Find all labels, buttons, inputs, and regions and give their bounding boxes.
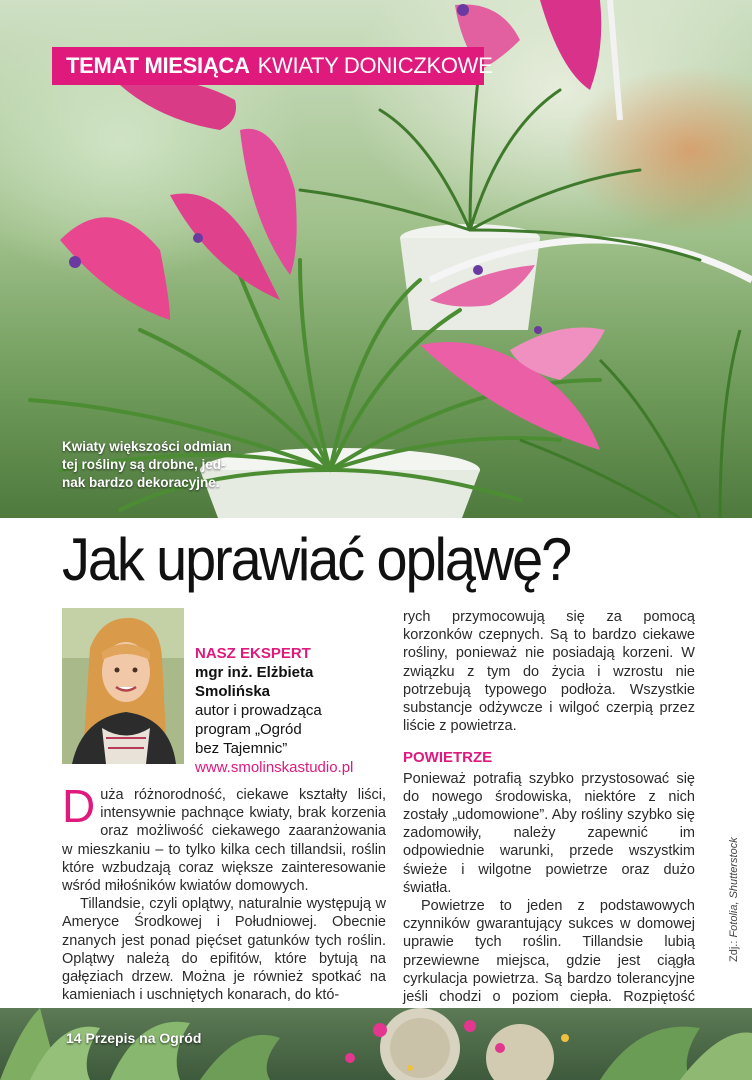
banner-topic-label: KWIATY DONICZKOWE [257,53,493,78]
photo-credit-prefix: Zdj.: [728,937,740,962]
paragraph-text: uża różnorodność, ciekawe kształty liści, intensywnie pachnące kwiaty, brak korzenia oraz możliwość ciekawego zaaranżowania w mieszkaniu – to tylko kilka cech tillandsii, roślin które wzbudzają coraz większe zainteresowanie wśród miłośników kwiatów domowych. [62,787,386,895]
article-column-left [62,780,386,1004]
hero-photo [0,0,752,518]
expert-name: Smolińska [195,683,271,700]
article-column-right [403,608,695,1061]
photo-credit-source: Fotolia, Shutterstock [728,837,740,938]
expert-website-link[interactable]: www.smolinskastudio.pl [195,759,354,776]
expert-portrait-illustration [62,608,184,764]
article-paragraph: Ponieważ potrafią szybko przystosować się do nowego środowiska, niektóre z nich zostały „udomowione”. Aby rośliny szybko się zadomowiły, należy zapewnić im odpowiednie warunki, przede wszystkim świeże i wilgotne powietrze oraz dużo światła. [403,770,695,896]
expert-heading: NASZ EKSPERT [195,645,311,662]
caption-line: tej rośliny są drobne, jed- [62,457,226,472]
expert-info [195,644,395,777]
banner-section-label: TEMAT MIESIĄCA [66,53,250,78]
caption-line: nak bardzo dekoracyjne. [62,475,220,490]
expert-portrait [62,608,184,764]
article-paragraph: Powietrze to jeden z podstawowych czynników gwarantujący sukces w domowej uprawie tych roślin. Tillandsie lubią przewiewne miejsca, gdzie jest ciągła cyrkulacja powietrza. Są bardzo tolerancyjne jeśli chodzi o poziom ciepła. Rozpiętość [403,898,695,1006]
caption-line: Kwiaty większości odmian [62,439,232,454]
section-heading: POWIETRZE [403,749,493,767]
magazine-name: Przepis na Ogród [85,1030,202,1046]
article-paragraph [62,780,386,895]
article-paragraph: rych przymocowują się za pomocą korzonków czepnych. Są to bardzo ciekawe rośliny, ponieważ nie posiadają korzeni. W związku z tym do życia i wzrostu nie potrzebują typowego podłoża. Wszystkie substancje odżywcze i wilgoć czerpią przez liście z powietrza. [403,609,695,735]
footer-label [66,1030,201,1046]
article-title: Jak uprawiać opląwę? [62,526,571,593]
expert-role: autor i prowadząca [195,702,322,719]
page-number: 14 [66,1030,82,1046]
expert-role: program „Ogród [195,721,302,738]
drop-cap: D [62,780,96,832]
expert-role: bez Tajemnic” [195,740,288,757]
expert-name: mgr inż. Elżbieta [195,664,314,681]
section-banner [52,47,493,85]
article-paragraph: Tillandsie, czyli oplątwy, naturalnie występują w Ameryce Środkowej i Południowej. Obecnie znanych jest ponad pięćset gatunków tych roślin. Oplątwy należą do epifitów, które bytują na gałęziach drzew. Można je również spotkać na kamieniach i uschniętych konarach, do któ- [62,896,386,1004]
photo-caption [62,438,242,492]
